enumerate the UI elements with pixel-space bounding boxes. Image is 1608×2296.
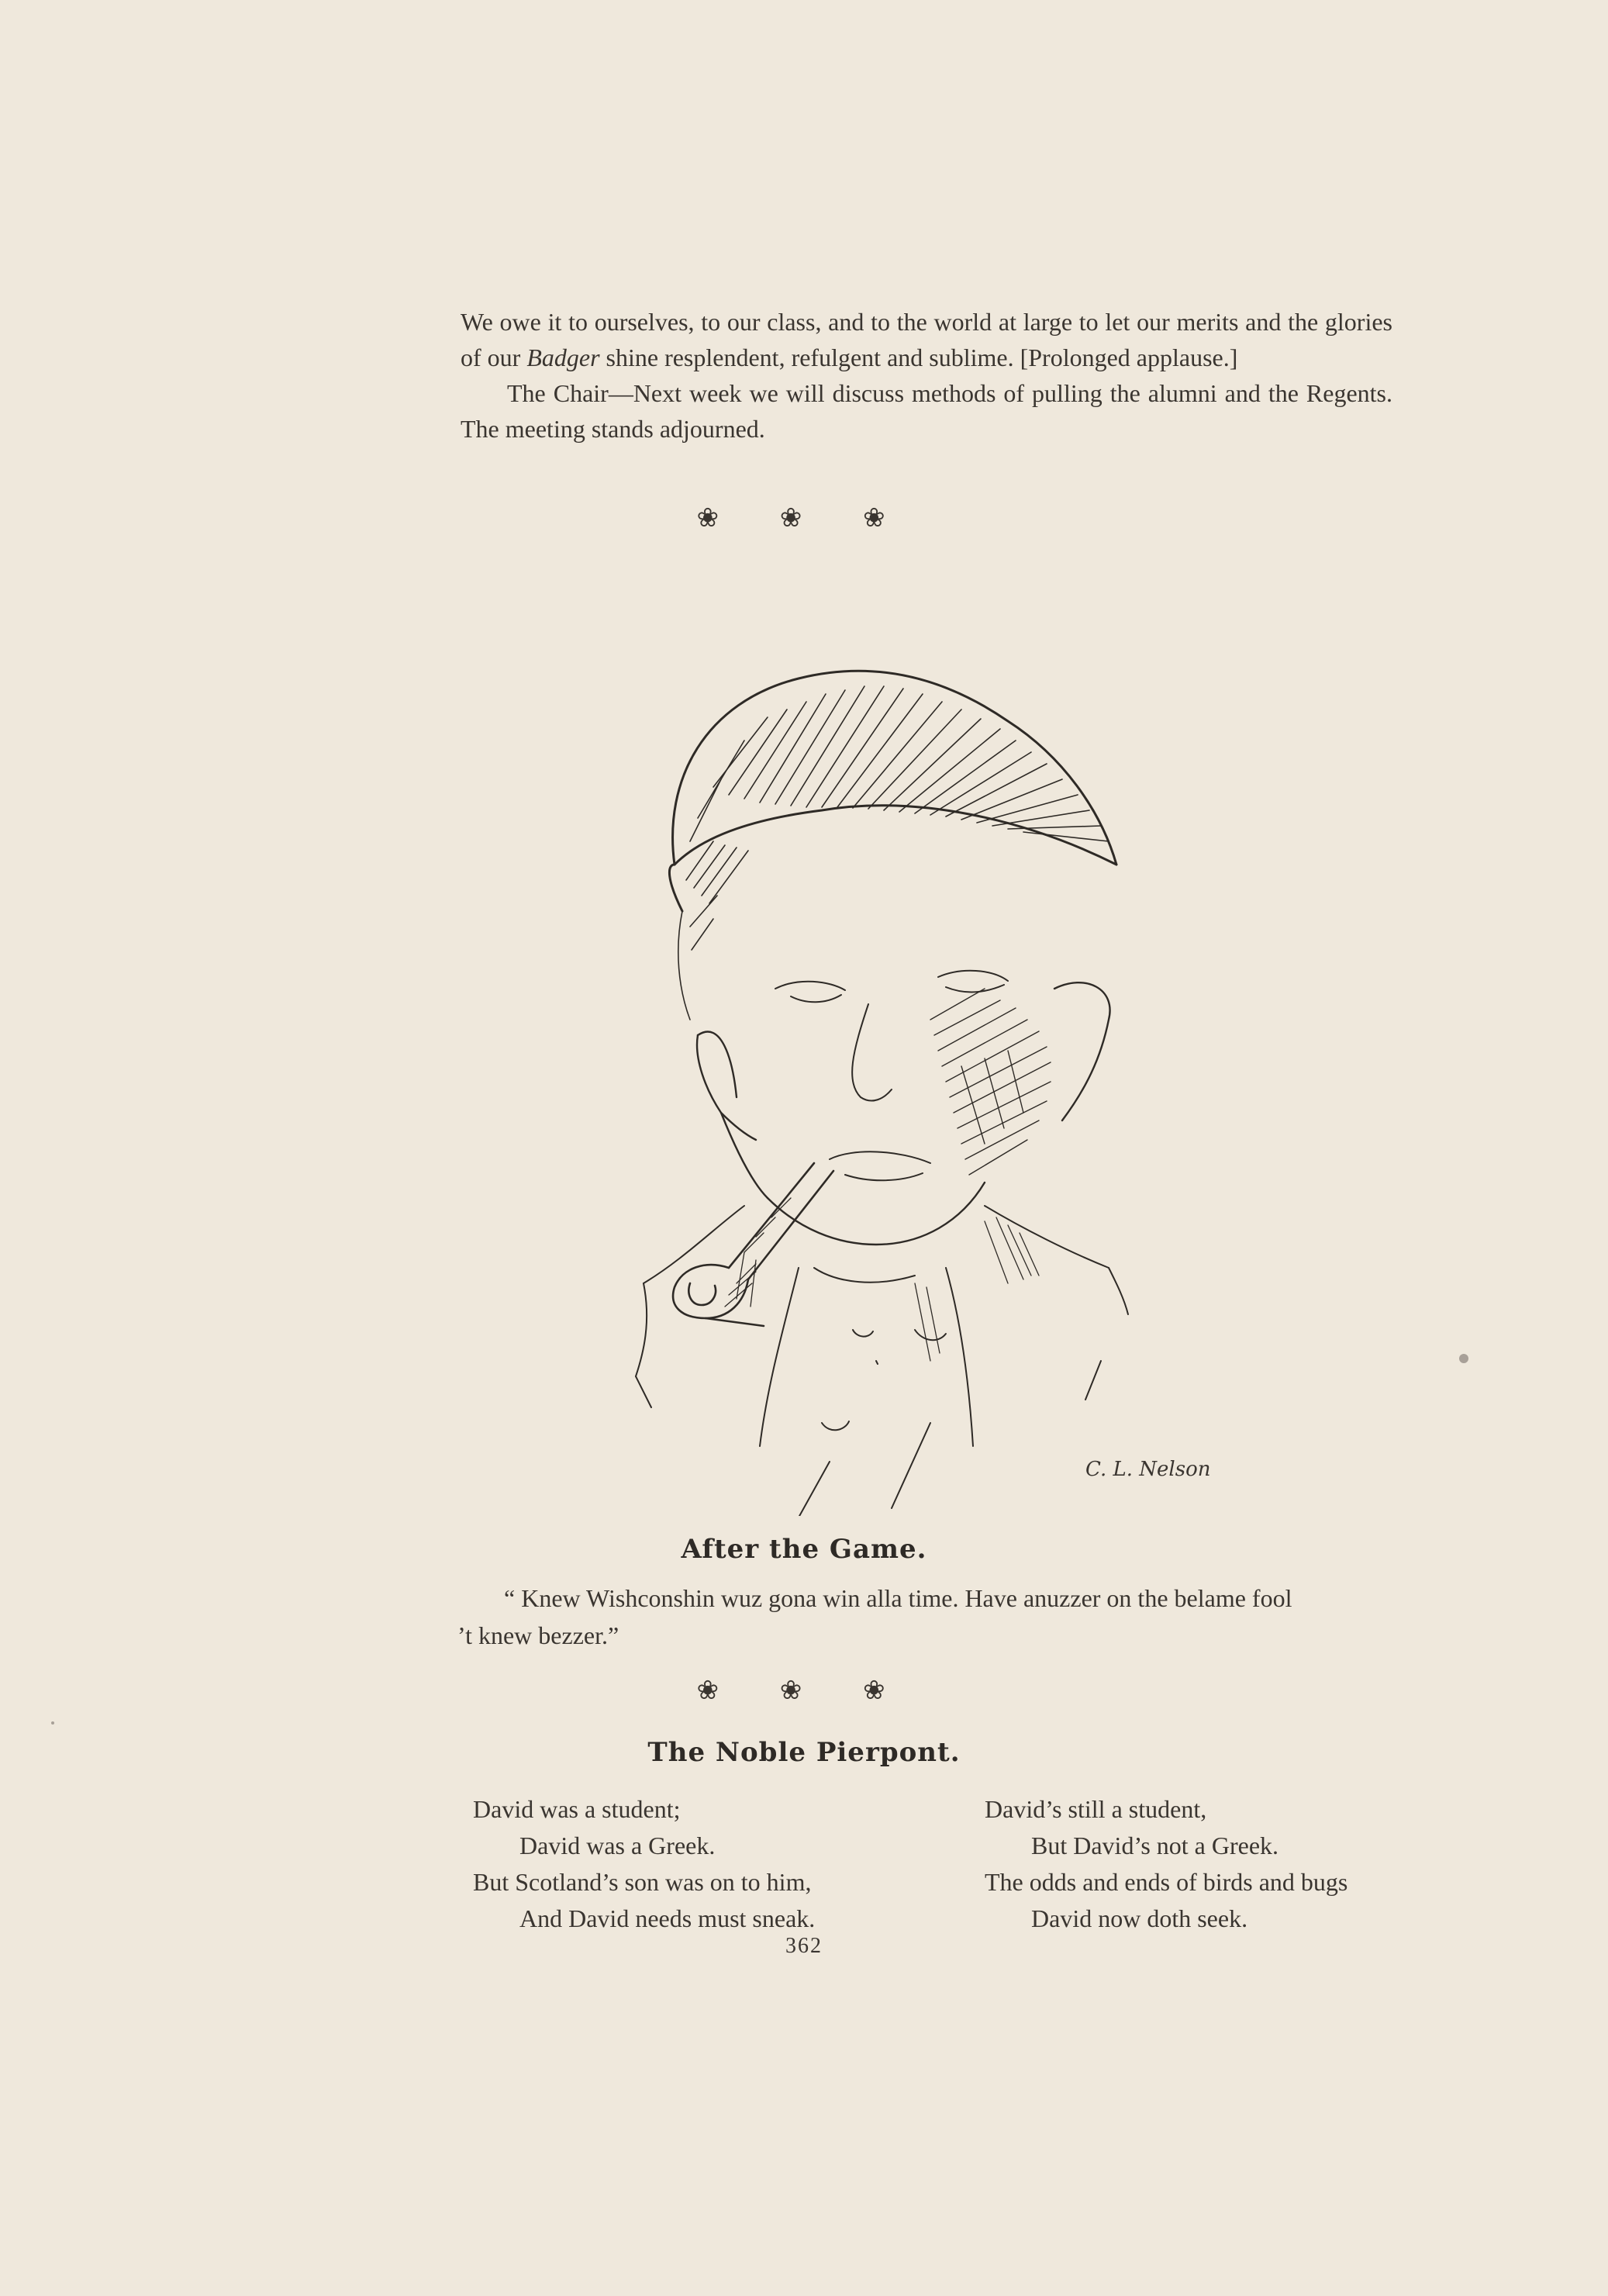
badger-italic: Badger [526,344,600,371]
poem-right-stanza [985,1791,1347,1937]
poem-line: But David’s not a Greek. [1031,1832,1279,1859]
noble-pierpont-title: The Noble Pierpont. [647,1737,961,1768]
poem-line: David’s still a student, [985,1795,1207,1823]
paragraph-1 [461,304,1392,375]
poem-line: But Scotland’s son was on to him, [473,1868,812,1896]
poem-left-stanza [473,1791,815,1937]
page-number: 362 [785,1934,823,1958]
portrait-illustration [620,585,1256,1516]
poem-line: David was a student; [473,1795,681,1823]
paper-speck [1459,1354,1468,1363]
ornament-divider-2: ❀ ❀ ❀ [696,1675,912,1706]
poem-line: The odds and ends of birds and bugs [985,1868,1348,1896]
after-the-game-quote [457,1580,1403,1654]
paragraph-1-tail: shine resplendent, refulgent and sublime. [Prolonged applause.] [599,344,1238,371]
ornament-divider-1: ❀ ❀ ❀ [696,502,912,533]
body-text [461,304,1392,447]
poem-line: David was a Greek. [519,1832,716,1859]
poem-line: David now doth seek. [1031,1904,1248,1932]
paper-speck [51,1721,54,1725]
paragraph-1-lead: We owe it to ourselves, to our class, and to the world at large to let our merits and the glories of our [461,308,1392,371]
quote-line-1: “ Knew Wishconshin wuz gona win alla time. Have anuzzer on the belame fool [504,1584,1292,1612]
paragraph-2: The Chair—Next week we will discuss methods of pulling the alumni and the Regents. The meeting stands adjourned. [461,379,1392,443]
poem-line: And David needs must sneak. [519,1904,816,1932]
after-the-game-title: After the Game. [681,1534,927,1565]
quote-line-2: ’t knew bezzer.” [457,1621,619,1649]
artist-signature: C. L. Nelson [1085,1458,1211,1481]
